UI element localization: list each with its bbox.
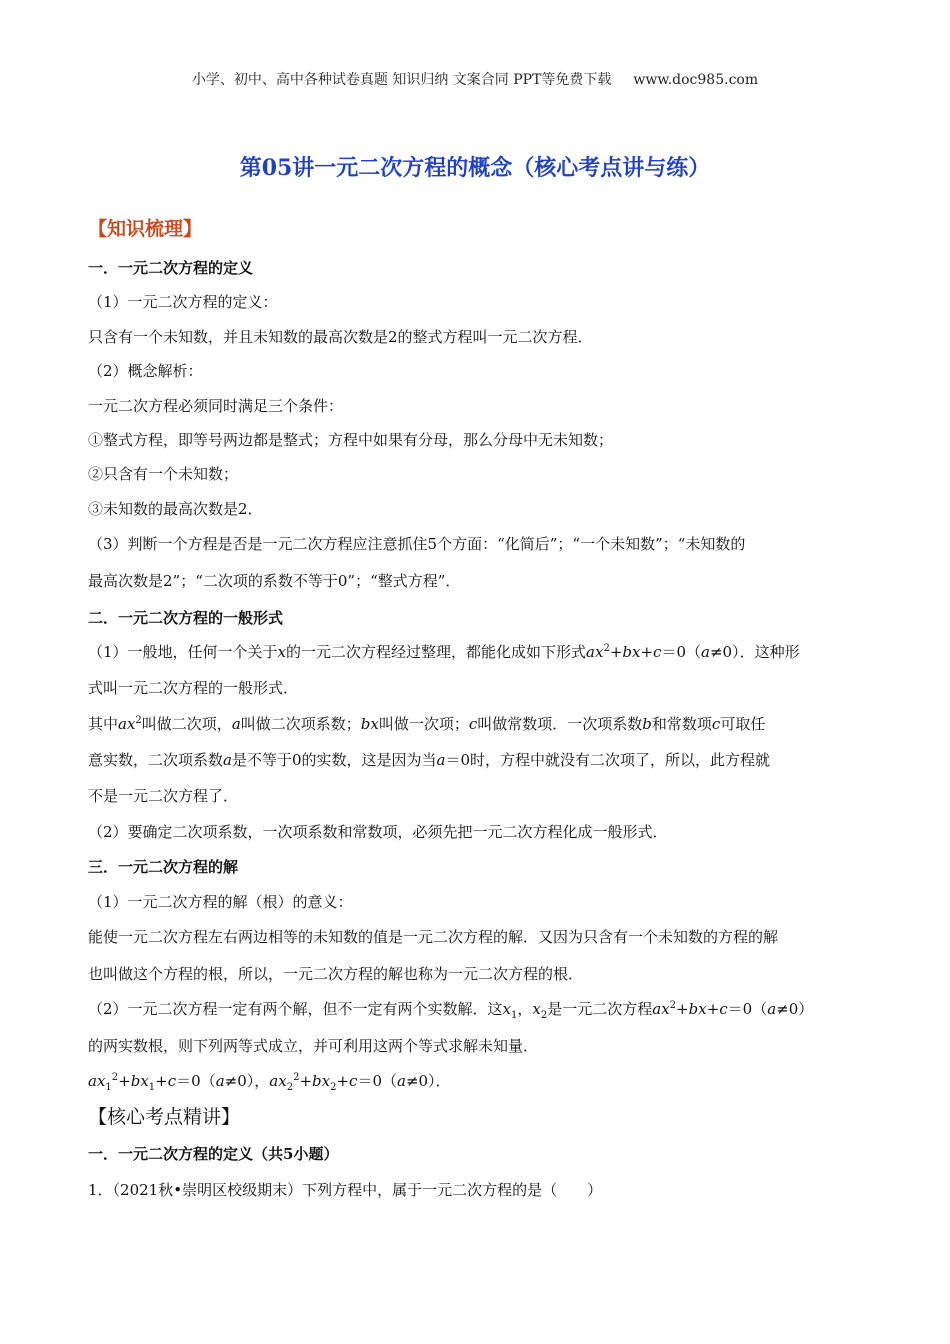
section2-heading: 二．一元二次方程的一般形式	[88, 609, 284, 627]
s1-para: 一元二次方程必须同时满足三个条件：	[88, 397, 344, 415]
page-header	[0, 70, 950, 90]
s3-para: 的两实数根，则下列两等式成立，并可利用这两个等式求解未知量．	[88, 1037, 539, 1055]
header-url[interactable]: www.doc985.com	[633, 72, 759, 88]
s1-para: ①整式方程，即等号两边都是整式；方程中如果有分母，那么分母中无未知数；	[88, 431, 614, 449]
s3-para: 也叫做这个方程的根，所以，一元二次方程的解也称为一元二次方程的根．	[88, 965, 584, 983]
s2-para: 式叫一元二次方程的一般形式．	[88, 679, 299, 697]
core-section1-heading: 一．一元二次方程的定义（共5小题）	[88, 1145, 339, 1163]
s2-para: 不是一元二次方程了．	[88, 787, 239, 805]
s3-para-roots: （2）一元二次方程一定有两个解，但不一定有两个实数解．这$x_1$，$x_2$是一元二次方程$ax^2+bx+c=0(a\ne 0)$	[88, 1000, 814, 1021]
core-heading: 【核心考点精讲】	[88, 1106, 241, 1128]
s1-para: ②只含有一个未知数；	[88, 465, 239, 483]
question-1: 1．（2021秋•崇明区校级期末）下列方程中，属于一元二次方程的是（ ）	[88, 1181, 603, 1199]
s3-formula: $ax_1^2+bx_1+c=0(a\ne 0)$，$ax_2^2+bx_2+c=0(a\ne 0)$．	[88, 1072, 451, 1093]
s1-para: （2）概念解析：	[88, 362, 203, 380]
s3-para: （1）一元二次方程的解（根）的意义：	[88, 893, 353, 911]
section3-heading: 三．一元二次方程的解	[88, 858, 239, 876]
s1-para: 只含有一个未知数，并且未知数的最高次数是2的整式方程叫一元二次方程．	[88, 328, 593, 346]
s2-para-terms: 其中$ax^2$叫做二次项，a叫做二次项系数；bx叫做一次项；c叫做常数项．一次项系数b和常数项c可取任	[88, 715, 766, 733]
knowledge-heading: 【知识梳理】	[88, 218, 203, 240]
page-title: 第05讲一元二次方程的概念（核心考点讲与练）	[239, 155, 711, 181]
s1-para: （1）一元二次方程的定义：	[88, 293, 278, 311]
s2-para: （2）要确定二次项系数，一次项系数和常数项，必须先把一元二次方程化成一般形式．	[88, 823, 668, 841]
s1-para: 最高次数是2”；“二次项的系数不等于0”；“整式方程”．	[88, 572, 461, 590]
s1-para: ③未知数的最高次数是2．	[88, 500, 263, 518]
s3-para: 能使一元二次方程左右两边相等的未知数的值是一元二次方程的解．又因为只含有一个未知数的方程的解	[88, 928, 779, 946]
section1-heading: 一．一元二次方程的定义	[88, 259, 254, 277]
s2-para-general-form: （1）一般地，任何一个关于x的一元二次方程经过整理，都能化成如下形式$ax^2+bx+c=0(a\ne 0)$．这种形	[88, 643, 800, 661]
s1-para: （3）判断一个方程是否是一元二次方程应注意抓住5个方面：“化简后”；“一个未知数”；“未知数的	[88, 535, 746, 553]
header-text: 小学、初中、高中各种试卷真题 知识归纳 文案合同 PPT等免费下载	[191, 72, 612, 88]
s2-para-coeff: 意实数，二次项系数a是不等于0的实数，这是因为当a＝0时，方程中就没有二次项了，所以，此方程就	[88, 751, 771, 769]
